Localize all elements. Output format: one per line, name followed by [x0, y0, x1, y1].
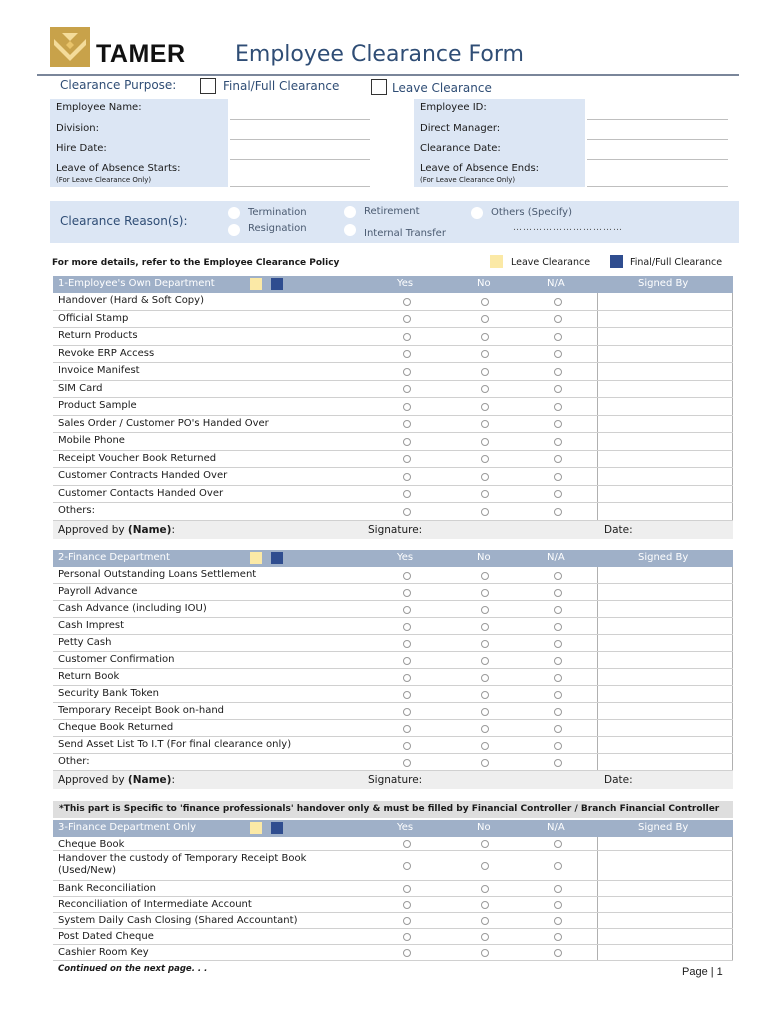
no-radio[interactable]: [481, 473, 489, 481]
na-radio[interactable]: [554, 385, 562, 393]
no-radio[interactable]: [481, 403, 489, 411]
termination-label: Termination: [248, 207, 307, 218]
signed-by-field[interactable]: [597, 754, 733, 770]
approved-by-text: Approved by: [58, 523, 128, 536]
retirement-radio[interactable]: [344, 206, 356, 218]
yes-radio[interactable]: [403, 438, 411, 446]
no-radio[interactable]: [481, 490, 489, 498]
leave-clearance-label: Leave Clearance: [392, 81, 492, 95]
signed-by-field[interactable]: [597, 398, 733, 415]
na-radio[interactable]: [554, 490, 562, 498]
table-row: [53, 416, 733, 434]
signed-by-column-header: Signed By: [638, 552, 689, 563]
na-radio[interactable]: [554, 840, 562, 848]
signed-by-field[interactable]: [597, 433, 733, 450]
info-row-2: [50, 120, 739, 140]
final-clearance-checkbox[interactable]: [200, 78, 216, 94]
yes-radio[interactable]: [403, 708, 411, 716]
yes-radio[interactable]: [403, 657, 411, 665]
no-column-header: No: [477, 552, 491, 563]
na-column-header: N/A: [547, 278, 565, 289]
yes-radio[interactable]: [403, 315, 411, 323]
table-row: [53, 503, 733, 521]
na-radio[interactable]: [554, 674, 562, 682]
retirement-label: Retirement: [364, 206, 420, 217]
signed-by-field[interactable]: [597, 618, 733, 634]
yes-radio[interactable]: [403, 917, 411, 925]
termination-radio[interactable]: [228, 207, 240, 219]
yes-radio[interactable]: [403, 759, 411, 767]
yes-radio[interactable]: [403, 606, 411, 614]
signed-by-field[interactable]: [597, 881, 733, 896]
clearance-reasons-box: [50, 201, 739, 243]
section-title: 3-Finance Department Only: [58, 822, 197, 833]
yes-radio[interactable]: [403, 490, 411, 498]
leave-starts-label: [50, 160, 228, 187]
yes-radio[interactable]: [403, 350, 411, 358]
no-radio[interactable]: [481, 623, 489, 631]
direct-manager-label: Direct Manager:: [414, 120, 585, 140]
employee-name-label: Employee Name:: [50, 99, 228, 120]
no-radio[interactable]: [481, 640, 489, 648]
table-row: [53, 381, 733, 399]
final-legend-swatch: [610, 255, 623, 268]
yes-radio[interactable]: [403, 420, 411, 428]
item-label: Product Sample: [58, 400, 137, 411]
leave-ends-text: Leave of Absence Ends:: [420, 163, 540, 174]
signed-by-field[interactable]: [597, 703, 733, 719]
yes-radio[interactable]: [403, 623, 411, 631]
table-row: [53, 346, 733, 364]
item-label: Security Bank Token: [58, 688, 159, 699]
item-label: Reconciliation of Intermediate Account: [58, 899, 252, 910]
item-label: Return Book: [58, 671, 120, 682]
policy-note: For more details, refer to the Employee Clearance Policy: [52, 258, 340, 268]
no-radio[interactable]: [481, 508, 489, 516]
table-row: [53, 584, 733, 601]
item-label: Return Products: [58, 330, 138, 341]
no-radio[interactable]: [481, 438, 489, 446]
table-row: [53, 486, 733, 504]
approval-row: [53, 521, 733, 539]
leave-legend-swatch: [490, 255, 503, 268]
table-row: [53, 703, 733, 720]
logo-text: TAMER: [96, 40, 186, 68]
no-radio[interactable]: [481, 298, 489, 306]
item-label: Bank Reconciliation: [58, 883, 157, 894]
info-row-4: [50, 160, 739, 187]
item-label: Cash Advance (including IOU): [58, 603, 207, 614]
page-number: Page | 1: [682, 966, 723, 978]
na-radio[interactable]: [554, 420, 562, 428]
yes-column-header: Yes: [397, 278, 414, 289]
no-radio[interactable]: [481, 385, 489, 393]
leave-ends-label: [414, 160, 585, 187]
signed-by-field[interactable]: [597, 686, 733, 702]
leave-legend-label: Leave Clearance: [511, 257, 591, 268]
resignation-radio[interactable]: [228, 224, 240, 236]
yes-radio[interactable]: [403, 691, 411, 699]
table-row: [53, 897, 733, 913]
yes-radio[interactable]: [403, 473, 411, 481]
section-title: 1-Employee's Own Department: [58, 278, 215, 289]
no-radio[interactable]: [481, 368, 489, 376]
table-row: [53, 311, 733, 329]
others-radio[interactable]: [471, 207, 483, 219]
signed-by-field[interactable]: [597, 837, 733, 850]
hire-date-label: Hire Date:: [50, 140, 228, 160]
item-label: Others:: [58, 505, 95, 516]
no-radio[interactable]: [481, 657, 489, 665]
division-label: Division:: [50, 120, 228, 140]
na-radio[interactable]: [554, 473, 562, 481]
resignation-label: Resignation: [248, 223, 307, 234]
no-column-header: No: [477, 278, 491, 289]
no-radio[interactable]: [481, 572, 489, 580]
item-label: Cheque Book: [58, 839, 125, 850]
others-label: Others (Specify): [491, 207, 572, 218]
no-radio[interactable]: [481, 862, 489, 870]
yes-radio[interactable]: [403, 725, 411, 733]
signed-by-field[interactable]: [597, 635, 733, 651]
no-radio[interactable]: [481, 933, 489, 941]
no-radio[interactable]: [481, 708, 489, 716]
yes-radio[interactable]: [403, 333, 411, 341]
signed-by-field[interactable]: [597, 381, 733, 398]
employee-id-label: Employee ID:: [414, 99, 585, 120]
yes-radio[interactable]: [403, 840, 411, 848]
na-radio[interactable]: [554, 759, 562, 767]
section-title: 2-Finance Department: [58, 552, 170, 563]
signed-by-field[interactable]: [597, 584, 733, 600]
signed-by-field[interactable]: [597, 416, 733, 433]
na-radio[interactable]: [554, 438, 562, 446]
signature-label[interactable]: Signature:: [368, 774, 423, 786]
na-radio[interactable]: [554, 657, 562, 665]
na-radio[interactable]: [554, 933, 562, 941]
section-header: [53, 276, 733, 293]
no-radio[interactable]: [481, 606, 489, 614]
na-radio[interactable]: [554, 885, 562, 893]
table-row: [53, 652, 733, 669]
item-label: Revoke ERP Access: [58, 347, 155, 359]
table-row: [53, 720, 733, 737]
na-radio[interactable]: [554, 333, 562, 341]
yes-column-header: Yes: [397, 822, 414, 833]
final-clearance-label: Final/Full Clearance: [223, 79, 340, 93]
na-radio[interactable]: [554, 368, 562, 376]
item-label: Sales Order / Customer PO's Handed Over: [58, 417, 269, 429]
na-radio[interactable]: [554, 901, 562, 909]
approved-colon: :: [171, 523, 176, 536]
leave-clearance-checkbox[interactable]: [371, 79, 387, 95]
item-label: Payroll Advance: [58, 586, 138, 597]
table-row: [53, 913, 733, 929]
finance-professionals-note: *This part is Specific to 'finance professionals' handover only & must be filled by Financial Controller / Branch Financial Controller: [53, 801, 733, 818]
yes-radio[interactable]: [403, 885, 411, 893]
yes-radio[interactable]: [403, 403, 411, 411]
clearance-purpose-row: [50, 76, 739, 98]
no-radio[interactable]: [481, 333, 489, 341]
item-label: SIM Card: [58, 382, 103, 394]
approved-by-text: Approved by: [58, 774, 128, 786]
section-header: [53, 550, 733, 567]
table-row: [53, 363, 733, 381]
no-radio[interactable]: [481, 917, 489, 925]
no-radio[interactable]: [481, 315, 489, 323]
yes-radio[interactable]: [403, 508, 411, 516]
signed-by-field[interactable]: [597, 468, 733, 485]
continued-note: Continued on the next page. . .: [58, 964, 208, 974]
yes-radio[interactable]: [403, 862, 411, 870]
item-label: System Daily Cash Closing (Shared Accountant): [58, 915, 298, 926]
na-radio[interactable]: [554, 589, 562, 597]
table-row: [53, 686, 733, 703]
signed-by-field[interactable]: [597, 328, 733, 345]
item-label: Handover the custody of Temporary Receipt Book (Used/New): [58, 853, 307, 876]
yes-radio[interactable]: [403, 589, 411, 597]
item-label: Invoice Manifest: [58, 365, 140, 376]
na-radio[interactable]: [554, 315, 562, 323]
signed-by-field[interactable]: [597, 851, 733, 880]
date-label[interactable]: Date:: [604, 774, 633, 786]
yes-radio[interactable]: [403, 742, 411, 750]
page-title: Employee Clearance Form: [235, 42, 524, 67]
leave-starts-note: (For Leave Clearance Only): [56, 175, 152, 184]
table-row: [53, 837, 733, 851]
signed-by-field[interactable]: [597, 669, 733, 685]
others-specify-field[interactable]: ……………………………: [513, 223, 623, 233]
item-label: Official Stamp: [58, 312, 129, 324]
leave-starts-text: Leave of Absence Starts:: [56, 163, 181, 174]
yes-radio[interactable]: [403, 933, 411, 941]
signed-by-field[interactable]: [597, 720, 733, 736]
leave-ends-field[interactable]: [587, 186, 728, 187]
clearance-date-label: Clearance Date:: [414, 140, 585, 160]
no-radio[interactable]: [481, 674, 489, 682]
na-radio[interactable]: [554, 917, 562, 925]
na-column-header: N/A: [547, 552, 565, 563]
yes-radio[interactable]: [403, 572, 411, 580]
na-radio[interactable]: [554, 862, 562, 870]
yes-radio[interactable]: [403, 368, 411, 376]
signed-by-field[interactable]: [597, 737, 733, 753]
table-row: [53, 881, 733, 897]
item-label: Handover (Hard & Soft Copy): [58, 295, 204, 306]
item-label: Customer Contacts Handed Over: [58, 487, 224, 499]
approved-name-text: (Name): [127, 523, 172, 536]
table-row: [53, 433, 733, 451]
signed-by-field[interactable]: [597, 486, 733, 503]
tamer-logo-icon: [50, 27, 90, 67]
signed-by-field[interactable]: [597, 293, 733, 310]
no-radio[interactable]: [481, 840, 489, 848]
item-label: Receipt Voucher Book Returned: [58, 452, 217, 464]
no-radio[interactable]: [481, 949, 489, 957]
signed-by-column-header: Signed By: [638, 278, 689, 289]
table-row: [53, 754, 733, 771]
signed-by-field[interactable]: [597, 567, 733, 583]
no-radio[interactable]: [481, 350, 489, 358]
na-radio[interactable]: [554, 572, 562, 580]
no-radio[interactable]: [481, 691, 489, 699]
final-clearance-marker: [271, 552, 283, 564]
info-row-1: [50, 99, 739, 120]
table-row: [53, 945, 733, 961]
signed-by-column-header: Signed By: [638, 822, 689, 833]
table-row: [53, 328, 733, 346]
yes-radio[interactable]: [403, 640, 411, 648]
item-label: Petty Cash: [58, 637, 112, 648]
table-row: [53, 618, 733, 635]
leave-clearance-marker: [250, 822, 262, 834]
table-row: [53, 293, 733, 311]
final-clearance-marker: [271, 278, 283, 290]
approved-colon: :: [171, 774, 176, 786]
yes-radio[interactable]: [403, 674, 411, 682]
clearance-reasons-label: Clearance Reason(s):: [60, 214, 188, 228]
table-row: [53, 851, 733, 881]
table-row: [53, 669, 733, 686]
section-header: [53, 820, 733, 837]
item-label: Mobile Phone: [58, 435, 125, 446]
yes-radio[interactable]: [403, 901, 411, 909]
table-row: [53, 737, 733, 754]
no-radio[interactable]: [481, 455, 489, 463]
no-column-header: No: [477, 822, 491, 833]
internal-transfer-radio[interactable]: [344, 224, 356, 236]
na-radio[interactable]: [554, 403, 562, 411]
no-radio[interactable]: [481, 420, 489, 428]
item-label: Temporary Receipt Book on-hand: [58, 705, 225, 716]
item-label: Personal Outstanding Loans Settlement: [58, 569, 257, 580]
table-row: [53, 468, 733, 486]
no-radio[interactable]: [481, 589, 489, 597]
no-radio[interactable]: [481, 742, 489, 750]
table-row: [53, 929, 733, 945]
clearance-purpose-label: Clearance Purpose:: [60, 78, 177, 92]
yes-radio[interactable]: [403, 385, 411, 393]
signed-by-field[interactable]: [597, 451, 733, 468]
signed-by-field[interactable]: [597, 913, 733, 928]
item-label: Cheque Book Returned: [58, 722, 174, 733]
na-radio[interactable]: [554, 949, 562, 957]
no-radio[interactable]: [481, 901, 489, 909]
internal-transfer-label: Internal Transfer: [364, 228, 446, 239]
table-row: [53, 601, 733, 618]
final-legend-label: Final/Full Clearance: [630, 257, 723, 268]
signed-by-field[interactable]: [597, 503, 733, 520]
na-radio[interactable]: [554, 606, 562, 614]
table-row: [53, 567, 733, 584]
signed-by-field[interactable]: [597, 363, 733, 380]
table-row: [53, 398, 733, 416]
signed-by-field[interactable]: [597, 601, 733, 617]
leave-starts-field[interactable]: [230, 186, 370, 187]
yes-column-header: Yes: [397, 552, 414, 563]
signed-by-field[interactable]: [597, 929, 733, 944]
item-label: Send Asset List To I.T (For final clearance only): [58, 739, 292, 750]
no-radio[interactable]: [481, 759, 489, 767]
na-radio[interactable]: [554, 742, 562, 750]
na-radio[interactable]: [554, 350, 562, 358]
na-radio[interactable]: [554, 640, 562, 648]
item-label: Customer Confirmation: [58, 654, 175, 665]
info-row-3: [50, 140, 739, 160]
yes-radio[interactable]: [403, 455, 411, 463]
signed-by-field[interactable]: [597, 897, 733, 912]
item-label: Customer Contracts Handed Over: [58, 470, 228, 481]
item-label: Post Dated Cheque: [58, 931, 154, 942]
na-column-header: N/A: [547, 822, 565, 833]
na-radio[interactable]: [554, 725, 562, 733]
approved-name-text: (Name): [127, 774, 172, 786]
leave-clearance-marker: [250, 278, 262, 290]
na-radio[interactable]: [554, 708, 562, 716]
na-radio[interactable]: [554, 508, 562, 516]
signed-by-field[interactable]: [597, 945, 733, 960]
date-label[interactable]: Date:: [604, 523, 633, 536]
na-radio[interactable]: [554, 298, 562, 306]
approved-by-label: [58, 774, 175, 786]
approved-by-label: [58, 524, 175, 536]
approval-row: [53, 771, 733, 789]
yes-radio[interactable]: [403, 298, 411, 306]
item-label: Other:: [58, 756, 90, 767]
no-radio[interactable]: [481, 725, 489, 733]
item-label: Cashier Room Key: [58, 947, 149, 958]
signed-by-field[interactable]: [597, 311, 733, 328]
signed-by-field[interactable]: [597, 346, 733, 363]
signature-label[interactable]: Signature:: [368, 523, 423, 536]
na-radio[interactable]: [554, 691, 562, 699]
yes-radio[interactable]: [403, 949, 411, 957]
leave-clearance-marker: [250, 552, 262, 564]
leave-ends-note: (For Leave Clearance Only): [420, 175, 516, 184]
signed-by-field[interactable]: [597, 652, 733, 668]
na-radio[interactable]: [554, 623, 562, 631]
na-radio[interactable]: [554, 455, 562, 463]
no-radio[interactable]: [481, 885, 489, 893]
table-row: [53, 635, 733, 652]
item-label: Cash Imprest: [58, 620, 125, 631]
table-row: [53, 451, 733, 469]
final-clearance-marker: [271, 822, 283, 834]
